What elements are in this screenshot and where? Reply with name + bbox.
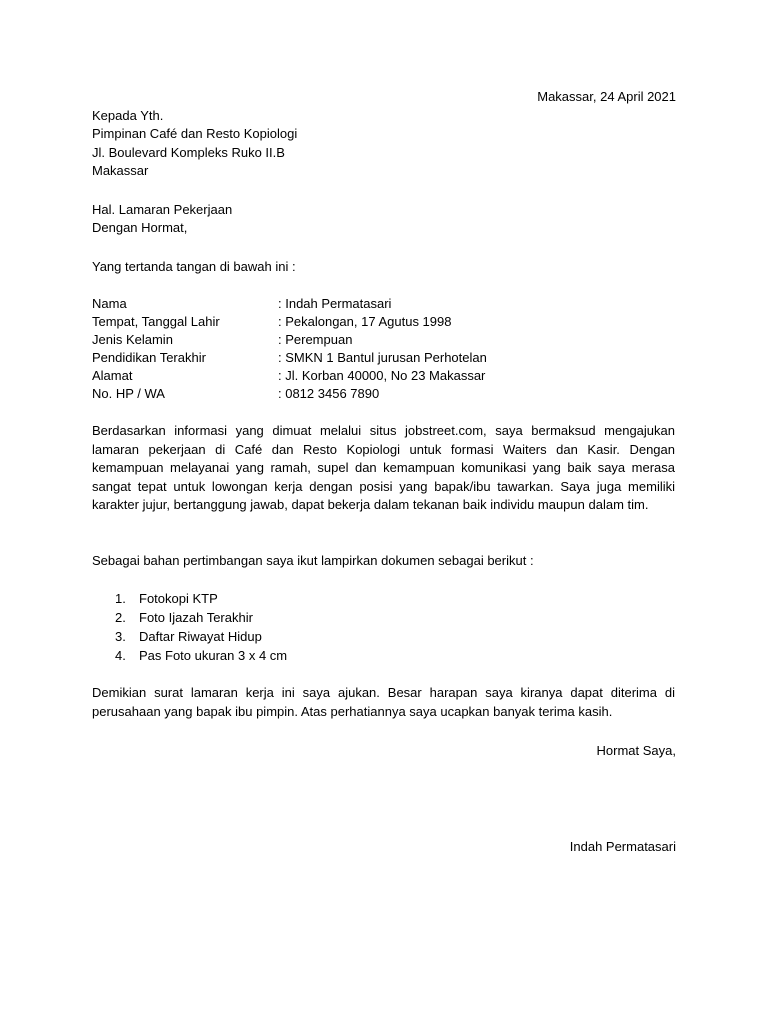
identity-label: Pendidikan Terakhir bbox=[92, 350, 206, 365]
body-paragraph: Berdasarkan informasi yang dimuat melalui situs jobstreet.com, saya bermaksud mengajukan lamaran pekerjaan di Café dan Resto Kopiologi untuk formasi Waiters dan Kasir. Dengan kemampuan melayanai yang ramah, supel dan kemampuan komunikasi yang baik saya merasa sangat tepat untuk lowongan kerja dengan posisi yang bapak/ibu tawarkan. Saya juga memiliki karakter jujur, bertanggung jawab, dapat bekerja dalam tekanan baik individu maupun dalam tim. bbox=[92, 423, 675, 512]
place-date: Makassar, 24 April 2021 bbox=[537, 89, 676, 104]
identity-value: : 0812 3456 7890 bbox=[278, 386, 380, 401]
sign-off: Hormat Saya, bbox=[596, 743, 676, 758]
signature-name: Indah Permatasari bbox=[569, 839, 676, 854]
identity-value: : Perempuan bbox=[278, 332, 353, 347]
intro-line: Yang tertanda tangan di bawah ini : bbox=[92, 259, 296, 274]
list-item-text: Fotokopi KTP bbox=[139, 591, 218, 606]
list-item bbox=[115, 628, 262, 647]
list-item-text: Pas Foto ukuran 3 x 4 cm bbox=[139, 648, 288, 663]
list-item-number: 1. bbox=[115, 591, 126, 606]
identity-value: : SMKN 1 Bantul jurusan Perhotelan bbox=[278, 350, 487, 365]
greeting: Dengan Hormat, bbox=[92, 220, 188, 235]
identity-label: Alamat bbox=[92, 368, 133, 383]
recipient-line-1: Kepada Yth. bbox=[92, 108, 164, 123]
identity-label: Tempat, Tanggal Lahir bbox=[92, 314, 220, 329]
closing-paragraph: Demikian surat lamaran kerja ini saya ajukan. Besar harapan saya kiranya dapat diterima di perusahaan yang bapak ibu pimpin. Atas perhatiannya saya ucapkan banyak terima kasih. bbox=[92, 685, 675, 719]
list-item-text: Foto Ijazah Terakhir bbox=[139, 610, 253, 625]
attachments-intro: Sebagai bahan pertimbangan saya ikut lampirkan dokumen sebagai berikut : bbox=[92, 553, 534, 568]
identity-label: Jenis Kelamin bbox=[92, 332, 173, 347]
identity-value: : Pekalongan, 17 Agutus 1998 bbox=[278, 314, 452, 329]
identity-value: : Jl. Korban 40000, No 23 Makassar bbox=[278, 368, 486, 383]
identity-value: : Indah Permatasari bbox=[278, 296, 392, 311]
recipient-line-3: Jl. Boulevard Kompleks Ruko II.B bbox=[92, 145, 285, 160]
recipient-line-2: Pimpinan Café dan Resto Kopiologi bbox=[92, 126, 298, 141]
list-item-number: 2. bbox=[115, 610, 126, 625]
list-item-number: 4. bbox=[115, 648, 126, 663]
list-item bbox=[115, 590, 218, 609]
list-item-text: Daftar Riwayat Hidup bbox=[139, 629, 262, 644]
list-item bbox=[115, 647, 287, 666]
identity-label: Nama bbox=[92, 296, 127, 311]
list-item bbox=[115, 609, 253, 628]
identity-label: No. HP / WA bbox=[92, 386, 165, 401]
list-item-number: 3. bbox=[115, 629, 126, 644]
subject-line: Hal. Lamaran Pekerjaan bbox=[92, 202, 233, 217]
recipient-line-4: Makassar bbox=[92, 163, 149, 178]
